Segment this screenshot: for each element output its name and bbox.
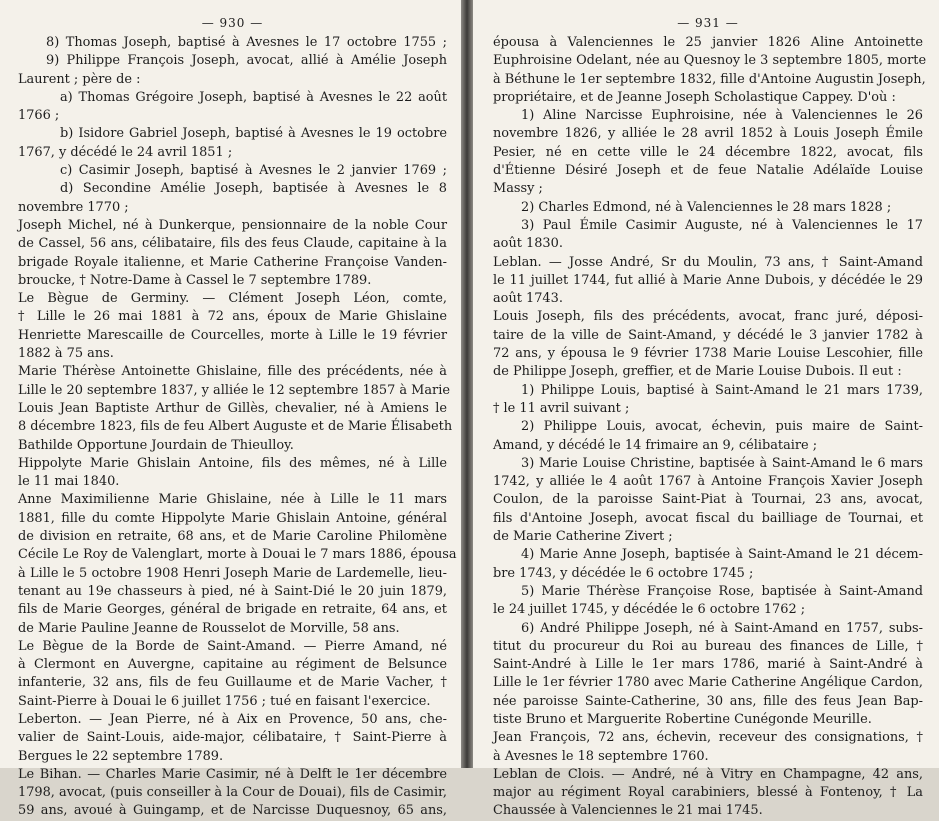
text-line: tiste Bruno et Marguerite Robertine Cunégonde Meurille. <box>493 711 872 727</box>
text-line: Amand, y décédé le 14 frimaire an 9, célibataire ; <box>493 437 818 453</box>
text-line: broucke, † Notre-Dame à Cassel le 7 septembre 1789. <box>18 272 372 288</box>
text-line: Saint-André à Lille le 1er mars 1786, marié à Saint-André à <box>493 657 923 673</box>
text-line: 4) Marie Anne Joseph, baptisée à Saint-Amand le 21 décem- <box>521 547 923 563</box>
text-line: † le 11 avril suivant ; <box>493 400 630 416</box>
text-line: bre 1743, y décédée le 6 octobre 1745 ; <box>493 565 754 581</box>
text-line: à Clermont en Auvergne, capitaine au régiment de Belsunce <box>18 657 447 673</box>
text-line: Cécile Le Roy de Valenglart, morte à Douai le 7 mars 1886, épousa <box>18 547 457 563</box>
text-line: a) Thomas Grégoire Joseph, baptisé à Avesnes le 22 août <box>60 89 447 105</box>
text-body <box>18 34 457 821</box>
text-line: tenant au 19e chasseurs à pied, né à Saint-Dié le 20 juin 1879, <box>18 583 447 599</box>
text-line: valier de Saint-Louis, aide-major, célibataire, † Saint-Pierre à <box>18 730 447 746</box>
text-line: Louis Jean Baptiste Arthur de Gillès, chevalier, né à Amiens le <box>18 400 447 416</box>
text-line: 3) Paul Émile Casimir Auguste, né à Valenciennes le 17 <box>521 217 923 233</box>
text-line: † Lille le 26 mai 1881 à 72 ans, époux de Marie Ghislaine <box>18 309 447 325</box>
text-line: Bathilde Opportune Jourdain de Thieulloy. <box>18 437 294 453</box>
text-line: 3) Marie Louise Christine, baptisée à Saint-Amand le 6 mars <box>521 455 923 471</box>
text-line: Jean François, 72 ans, échevin, receveur des consignations, † <box>493 730 923 746</box>
text-line: Laurent ; père de : <box>18 71 141 87</box>
text-line: novembre 1826, y alliée le 28 avril 1852 à Louis Joseph Émile <box>493 126 923 142</box>
text-line: Henriette Marescaille de Courcelles, morte à Lille le 19 février <box>18 327 447 343</box>
text-line: épousa à Valenciennes le 25 janvier 1826 Aline Antoinette <box>493 35 923 50</box>
text-line: 5) Marie Thérèse Françoise Rose, baptisée à Saint-Amand <box>521 583 923 599</box>
text-line: fils d'Antoine Joseph, avocat fiscal du bailliage de Tournai, et <box>493 510 923 526</box>
text-line: de Cassel, 56 ans, célibataire, fils des feus Claude, capitaine à la <box>18 236 447 252</box>
text-line: Saint-Pierre à Douai le 6 juillet 1756 ; tué en faisant l'exercice. <box>18 693 431 709</box>
text-line: Massy ; <box>493 181 543 197</box>
text-line: de Marie Catherine Zivert ; <box>493 529 673 545</box>
left-page <box>0 0 461 819</box>
text-line: 2) Charles Edmond, né à Valenciennes le 28 mars 1828 ; <box>521 199 892 215</box>
text-line: Pesier, né en cette ville le 24 décembre 1822, avocat, fils <box>493 144 923 160</box>
text-line: 1) Aline Narcisse Euphroisine, née à Valenciennes le 26 <box>521 108 923 124</box>
text-line: de division en retraite, 68 ans, et de Marie Caroline Philomène <box>18 529 447 545</box>
text-line: Hippolyte Marie Ghislain Antoine, fils des mêmes, né à Lille <box>18 455 447 471</box>
text-line: le 11 mai 1840. <box>18 474 120 490</box>
text-line: fils de Marie Georges, général de brigade en retraite, 64 ans, et <box>18 602 447 618</box>
text-line: d) Secondine Amélie Joseph, baptisée à Avesnes le 8 <box>60 181 447 197</box>
text-line: Euphroisine Odelant, née au Quesnoy le 3 septembre 1805, morte <box>493 53 927 69</box>
text-line: 1767, y décédé le 24 avril 1851 ; <box>18 144 233 160</box>
text-line: Marie Thérèse Antoinette Ghislaine, fille des précédents, née à <box>18 364 447 380</box>
text-line: 1798, avocat, (puis conseiller à la Cour de Douai), fils de Casimir, <box>18 785 447 801</box>
text-line: 8 décembre 1823, fils de feu Albert Auguste et de Marie Élisabeth <box>18 419 453 435</box>
text-body <box>493 34 927 821</box>
text-line: à Lille le 5 octobre 1908 Henri Joseph Marie de Lardemelle, lieu- <box>18 565 447 581</box>
text-line: Lille le 20 septembre 1837, y alliée le 12 septembre 1857 à Marie <box>18 382 450 398</box>
text-line: propriétaire, et de Jeanne Joseph Scholastique Cappey. D'où : <box>493 89 896 105</box>
text-line: Leblan de Clois. — André, né à Vitry en Champagne, 42 ans, <box>493 766 923 782</box>
text-line: Le Bègue de la Borde de Saint-Amand. — Pierre Amand, né <box>18 638 447 654</box>
text-line: Le Bihan. — Charles Marie Casimir, né à Delft le 1er décembre <box>18 766 447 782</box>
text-line: Le Bègue de Germiny. — Clément Joseph Léon, comte, <box>18 291 447 307</box>
text-line: 1882 à 75 ans. <box>18 346 114 362</box>
text-line: brigade Royale italienne, et Marie Catherine Françoise Vanden- <box>18 254 447 270</box>
page-number: — 930 — <box>201 16 264 30</box>
text-line: 72 ans, y épousa le 9 février 1738 Marie Louise Lescohier, fille <box>493 346 923 362</box>
text-line: infanterie, 32 ans, fils de feu Guillaume et de Marie Vacher, † <box>18 675 447 691</box>
text-line: 6) André Philippe Joseph, né à Saint-Amand en 1757, subs- <box>521 620 923 636</box>
text-line: Chaussée à Valenciennes le 21 mai 1745. <box>493 803 763 819</box>
book-gutter <box>461 0 473 768</box>
text-line: le 24 juillet 1745, y décédée le 6 octobre 1762 ; <box>493 602 806 618</box>
text-line: Joseph Michel, né à Dunkerque, pensionnaire de la noble Cour <box>18 217 447 233</box>
text-line: août 1830. <box>493 236 563 252</box>
text-line: novembre 1770 ; <box>18 199 129 215</box>
text-line: 9) Philippe François Joseph, avocat, allié à Amélie Joseph <box>46 53 447 69</box>
text-line: le 11 juillet 1744, fut allié à Marie Anne Dubois, y décédée le 29 <box>493 272 923 288</box>
text-line: titut du procureur du Roi au bureau des finances de Lille, † <box>493 638 923 654</box>
text-line: b) Isidore Gabriel Joseph, baptisé à Avesnes le 19 octobre <box>60 126 447 142</box>
text-line: c) Casimir Joseph, baptisé à Avesnes le 2 janvier 1769 ; <box>60 163 447 179</box>
text-line: 59 ans, avoué à Guingamp, et de Narcisse Duquesnoy, 65 ans, <box>18 803 447 819</box>
text-line: née paroisse Sainte-Catherine, 30 ans, fille des feus Jean Bap- <box>493 693 923 709</box>
text-line: Leberton. — Jean Pierre, né à Aix en Provence, 50 ans, che- <box>18 711 447 727</box>
text-line: Bergues le 22 septembre 1789. <box>18 748 224 764</box>
text-line: d'Étienne Désiré Joseph et de feue Natalie Adélaïde Louise <box>493 163 923 179</box>
right-page <box>473 0 939 819</box>
text-line: à Béthune le 1er septembre 1832, fille d'Antoine Augustin Joseph, <box>493 71 926 87</box>
text-line: 2) Philippe Louis, avocat, échevin, puis maire de Saint- <box>521 419 923 435</box>
text-line: major au régiment Royal carabiniers, blessé à Fontenoy, † La <box>493 785 923 801</box>
text-line: Louis Joseph, fils des précédents, avocat, franc juré, déposi- <box>493 309 923 325</box>
text-line: 1742, y alliée le 4 août 1767 à Antoine François Xavier Joseph <box>493 474 923 490</box>
text-line: août 1743. <box>493 291 563 307</box>
text-line: de Marie Pauline Jeanne de Rousselot de Morville, 58 ans. <box>18 620 400 636</box>
text-line: Anne Maximilienne Marie Ghislaine, née à Lille le 11 mars <box>18 492 447 508</box>
text-line: Lille le 1er février 1780 avec Marie Catherine Angélique Cardon, <box>493 675 923 691</box>
text-line: taire de la ville de Saint-Amand, y décédé le 3 janvier 1782 à <box>493 327 923 343</box>
text-line: à Avesnes le 18 septembre 1760. <box>493 748 709 764</box>
page-number: — 931 — <box>677 16 739 30</box>
text-line: 1881, fille du comte Hippolyte Marie Ghislain Antoine, général <box>18 510 447 526</box>
text-line: 8) Thomas Joseph, baptisé à Avesnes le 17 octobre 1755 ; <box>46 35 447 50</box>
text-line: de Philippe Joseph, greffier, et de Marie Louise Dubois. Il eut : <box>493 364 902 380</box>
text-line: Coulon, de la paroisse Saint-Piat à Tournai, 23 ans, avocat, <box>493 492 923 508</box>
text-line: 1) Philippe Louis, baptisé à Saint-Amand le 21 mars 1739, <box>521 382 923 398</box>
text-line: Leblan. — Josse André, Sr du Moulin, 73 ans, † Saint-Amand <box>493 254 923 270</box>
text-line: 1766 ; <box>18 108 60 124</box>
